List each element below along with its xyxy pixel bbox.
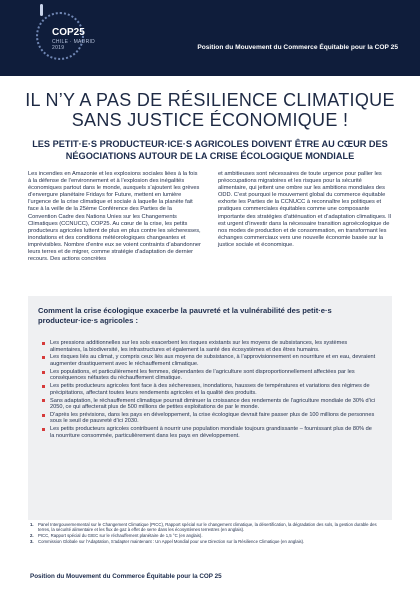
page-title-line-1: IL N’Y A PAS DE RÉSILIENCE CLIMATIQUE — [25, 90, 395, 110]
footnotes — [30, 522, 390, 545]
body-text — [28, 171, 392, 283]
info-box-heading: Comment la crise écologique exacerbe la pauvreté et la vulnérabilité des petit·e·s producteur·ice·s agricoles : — [38, 306, 332, 325]
list-item: Les petits producteurs agricoles font face à des sécheresses, inondations, hausses de températures et variations des régimes de précipitations, affectant toutes leurs rendements agricoles et la qualité des produits. — [50, 383, 376, 396]
page-subtitle-line-2: NÉGOCIATIONS AUTOUR DE LA CRISE ÉCOLOGIQUE MONDIALE — [65, 151, 355, 161]
logo-subtext: CHILE · MADRID 2019 — [52, 39, 96, 51]
footnote-number: 2. — [30, 533, 34, 538]
page-title-line-2: SANS JUSTICE ÉCONOMIQUE ! — [71, 110, 349, 130]
footnote — [30, 533, 390, 538]
footnote-text: Panel Intergouvernemental sur le Changement Climatique (PICC), Rapport spécial sur le changement climatique, la désertification, la dégradation des sols, la gestion durable des terres, la sécurité alimentaire et les flux de gaz à effet de serre dans les écosystèmes terrestres (en anglais). — [38, 522, 377, 533]
footnote-text: PICC, Rapport spécial du GIEC sur le réchauffement planétaire de 1,5 °C (en anglais). — [38, 533, 203, 538]
footnote-text: Commission Globale sur l’Adaptation, S’adapter maintenant : Un Appel Mondial pour une Direction sur la Résilience Climatique (en anglais). — [38, 538, 305, 544]
page-title — [0, 90, 420, 130]
body-paragraph-2: et ambitieuses sont nécessaires de toute urgence pour pallier les préoccupations migratoires et les risques pour la sécurité alimentaire, qui jettent une ombre sur les ambitions mondiales des ODD. C’est pourquoi le mouvement global du commerce équitable exhorte les Parties de la CCNUCC à reconnaître les politiques et pratiques commerciales équitables comme une composante importante des stratégies d’atténuation et d’adaptation climatiques. Il est urgent d’investir dans la nécessaire transition agroécologique de nos modes de production et de consommation, en transformant les échanges commerciaux vers une nouvelle économie basée sur la justice sociale et économique. — [218, 171, 391, 248]
header-banner — [0, 0, 420, 76]
body-paragraph-1: Les incendies en Amazonie et les explosions sociales liées à la fois à la défense de l’environnement et à l’explosion des inégalités économiques partout dans le monde, auxquels s’ajoutent les grèves d’envergure planétaire Fridays for Future, mettent en lumière l’urgence de la crise climatique et sociale à laquelle la planète fait face à la veille de la 25ème Conférence des Parties de la Convention Cadre des Nations Unies sur les Changements Climatiques (CCNUCC), COP25. Au cœur de la crise, les petits producteurs agricoles luttent de plus en plus contre les sécheresses, inondations et des conditions météorologiques changeantes et imprévisibles. Nombre d’entre eux se voient contraints d’abandonner leurs terres et de migrer, comme stratégie d’adaptation de dernier recours. Des actions concrètes — [28, 171, 201, 263]
header-title: Position du Mouvement du Commerce Équitable pour la COP 25 — [197, 44, 398, 51]
logo-text: COP25 — [52, 27, 85, 38]
list-item: Les risques liés au climat, y compris ceux liés aux moyens de subsistance, à l’approvisionnement en nourriture et en eau, devraient augmenter drastiquement avec le réchauffement climatique. — [50, 354, 376, 367]
footnote-number: 3. — [30, 538, 34, 544]
list-item: Les petits producteurs agricoles contribuent à nourrir une population mondiale toujours grandissante – fournissant plus de 80% de la nourriture consommée, particulièrement dans les pays en développement. — [50, 426, 376, 439]
flame-icon — [40, 4, 43, 16]
list-item: Les pressions additionnelles sur les sols exacerbent les risques existants sur les moyens de subsistances, les systèmes alimentaires, la biodiversité, les infrastructures et également la santé des écosystèmes et des êtres humains. — [50, 340, 376, 353]
list-item: D’après les prévisions, dans les pays en développement, la crise écologique devrait faire passer plus de 100 millions de personnes sous le seuil de pauvreté d’ici 2030. — [50, 411, 375, 425]
footnote-number: 1. — [30, 522, 34, 527]
footnote — [30, 539, 390, 544]
info-box-list — [50, 340, 376, 441]
info-box — [28, 296, 392, 520]
list-item: Les populations, et particulièrement les femmes, dépendantes de l’agriculture sont disproportionnellement affectées par les conséquences néfastes du réchauffement climatique. — [50, 369, 376, 382]
footnote — [30, 522, 390, 532]
page-subtitle-line-1: LES PETIT·E·S PRODUCTEUR·ICE·S AGRICOLES DOIVENT ÊTRE AU CŒUR DES — [32, 139, 388, 149]
list-item: Sans adaptation, le réchauffement climatique pourrait diminuer la croissance des rendements de l’agriculture mondiale de 30% d’ici 2050, ce qui affecterait plus de 500 millions de petites exploitations de par le monde. — [50, 397, 376, 411]
page-subtitle — [28, 138, 392, 162]
page-footer: Position du Mouvement du Commerce Équitable pour la COP 25 — [30, 573, 222, 580]
